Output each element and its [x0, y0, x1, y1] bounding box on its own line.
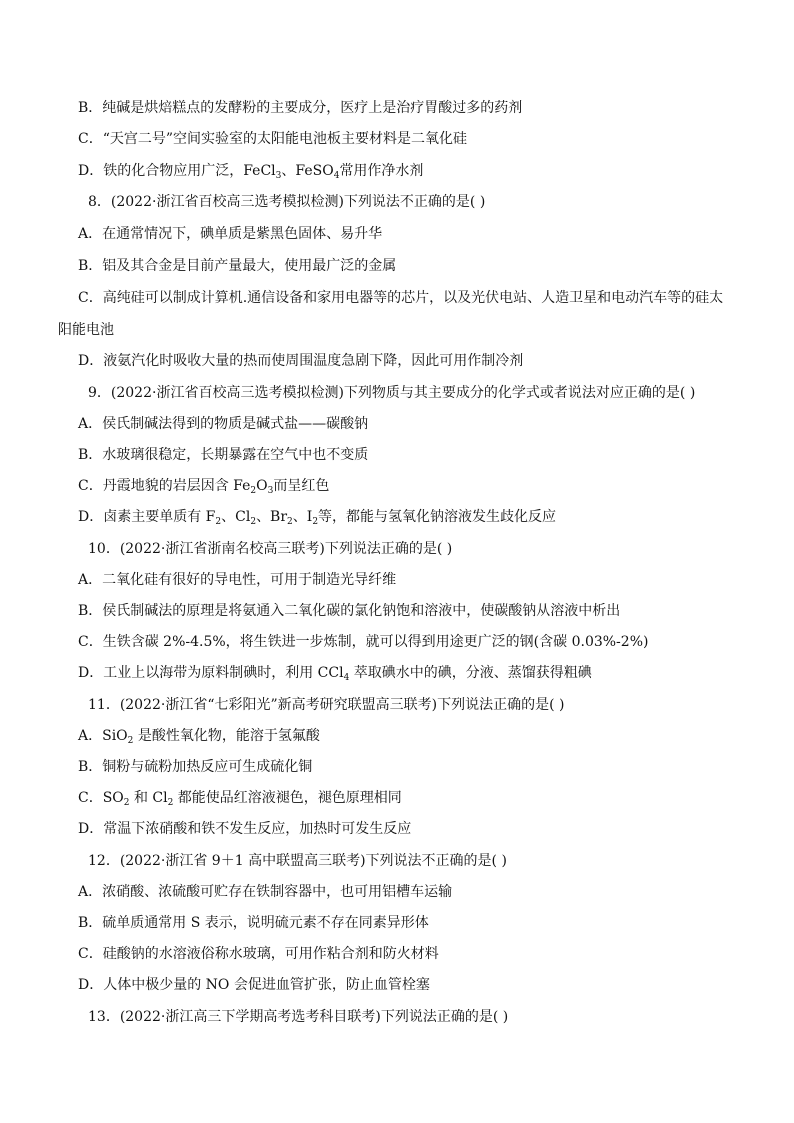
q8-option-b: B．铝及其合金是目前产量最大，使用最广泛的金属	[78, 258, 397, 274]
prev-option-d: D．铁的化合物应用广泛，FeCl$_3$、FeSO$_4$常用作净水剂	[78, 163, 424, 181]
question-12: 12．(2022·浙江省 9＋1 高中联盟高三联考)下列说法不正确的是( )	[88, 853, 507, 869]
q11-option-b: B．铜粉与硫粉加热反应可生成硫化铜	[78, 759, 313, 775]
q10-option-b: B．侯氏制碱法的原理是将氨通入二氧化碳的氯化钠饱和溶液中，使碳酸钠从溶液中析出	[78, 603, 621, 619]
q10-option-d: D．工业上以海带为原料制碘时，利用 CCl$_4$ 萃取碘水中的碘，分液、蒸馏获得粗碘	[78, 665, 592, 683]
q8-option-d: D．液氨汽化时吸收大量的热而使周围温度急剧下降，因此可用作制冷剂	[78, 353, 524, 369]
prev-option-b: B．纯碱是烘焙糕点的发酵粉的主要成分，医疗上是治疗胃酸过多的药剂	[78, 100, 523, 116]
q9-option-c: C．丹霞地貌的岩层因含 $Fe_2O_3$而呈红色	[78, 478, 330, 496]
q12-option-c: C．硅酸钠的水溶液俗称水玻璃，可用作粘合剂和防火材料	[78, 946, 439, 962]
q12-option-b: B．硫单质通常用 S 表示，说明硫元素不存在同素异形体	[78, 915, 429, 931]
question-8: 8．(2022·浙江省百校高三选考模拟检测)下列说法不正确的是( )	[88, 194, 486, 210]
q11-option-d: D．常温下浓硝酸和铁不发生反应，加热时可发生反应	[78, 821, 412, 837]
q12-option-a: A．浓硝酸、浓硫酸可贮存在铁制容器中，也可用铝槽车运输	[78, 884, 453, 900]
q8-option-c: C．高纯硅可以制成计算机.通信设备和家用电器等的芯片，以及光伏电站、人造卫星和电动汽车等的硅太	[78, 290, 724, 306]
q11-option-a: A．SiO$_2$ 是酸性氧化物，能溶于氢氟酸	[78, 728, 320, 746]
q9-option-d: D．卤素主要单质有 $F_2$、$Cl_2$、$Br_2$、$I_2$等，都能与氢氧化钠溶液发生歧化反应	[78, 509, 557, 527]
q11-option-c: C．$SO_2$ 和 $Cl_2$ 都能使品红溶液褪色，褪色原理相同	[78, 790, 402, 808]
q8-option-c-continued: 阳能电池	[58, 322, 114, 338]
q9-option-b: B．水玻璃很稳定，长期暴露在空气中也不变质	[78, 447, 369, 463]
q8-option-a: A．在通常情况下，碘单质是紫黑色固体、易升华	[78, 226, 383, 242]
question-10: 10．(2022·浙江省浙南名校高三联考)下列说法正确的是( )	[88, 541, 453, 557]
question-13: 13．(2022·浙江高三下学期高考选考科目联考)下列说法正确的是( )	[88, 1009, 509, 1025]
question-9: 9．(2022·浙江省百校高三选考模拟检测)下列物质与其主要成分的化学式或者说法对应正确的是( )	[88, 385, 696, 401]
question-11: 11．(2022·浙江省“七彩阳光”新高考研究联盟高三联考)下列说法正确的是( )	[88, 697, 565, 713]
q10-option-a: A．二氧化硅有很好的导电性，可用于制造光导纤维	[78, 572, 397, 588]
prev-option-c: C．“天宫二号”空间实验室的太阳能电池板主要材料是二氧化硅	[78, 131, 468, 147]
q9-option-a: A．侯氏制碱法得到的物质是碱式盐——碳酸钠	[78, 416, 369, 432]
q12-option-d: D．人体中极少量的 NO 会促进血管扩张，防止血管栓塞	[78, 977, 430, 993]
q10-option-c: C．生铁含碳 2%-4.5%，将生铁进一步炼制，就可以得到用途更广泛的钢(含碳 0.03%-2%)	[78, 634, 649, 650]
